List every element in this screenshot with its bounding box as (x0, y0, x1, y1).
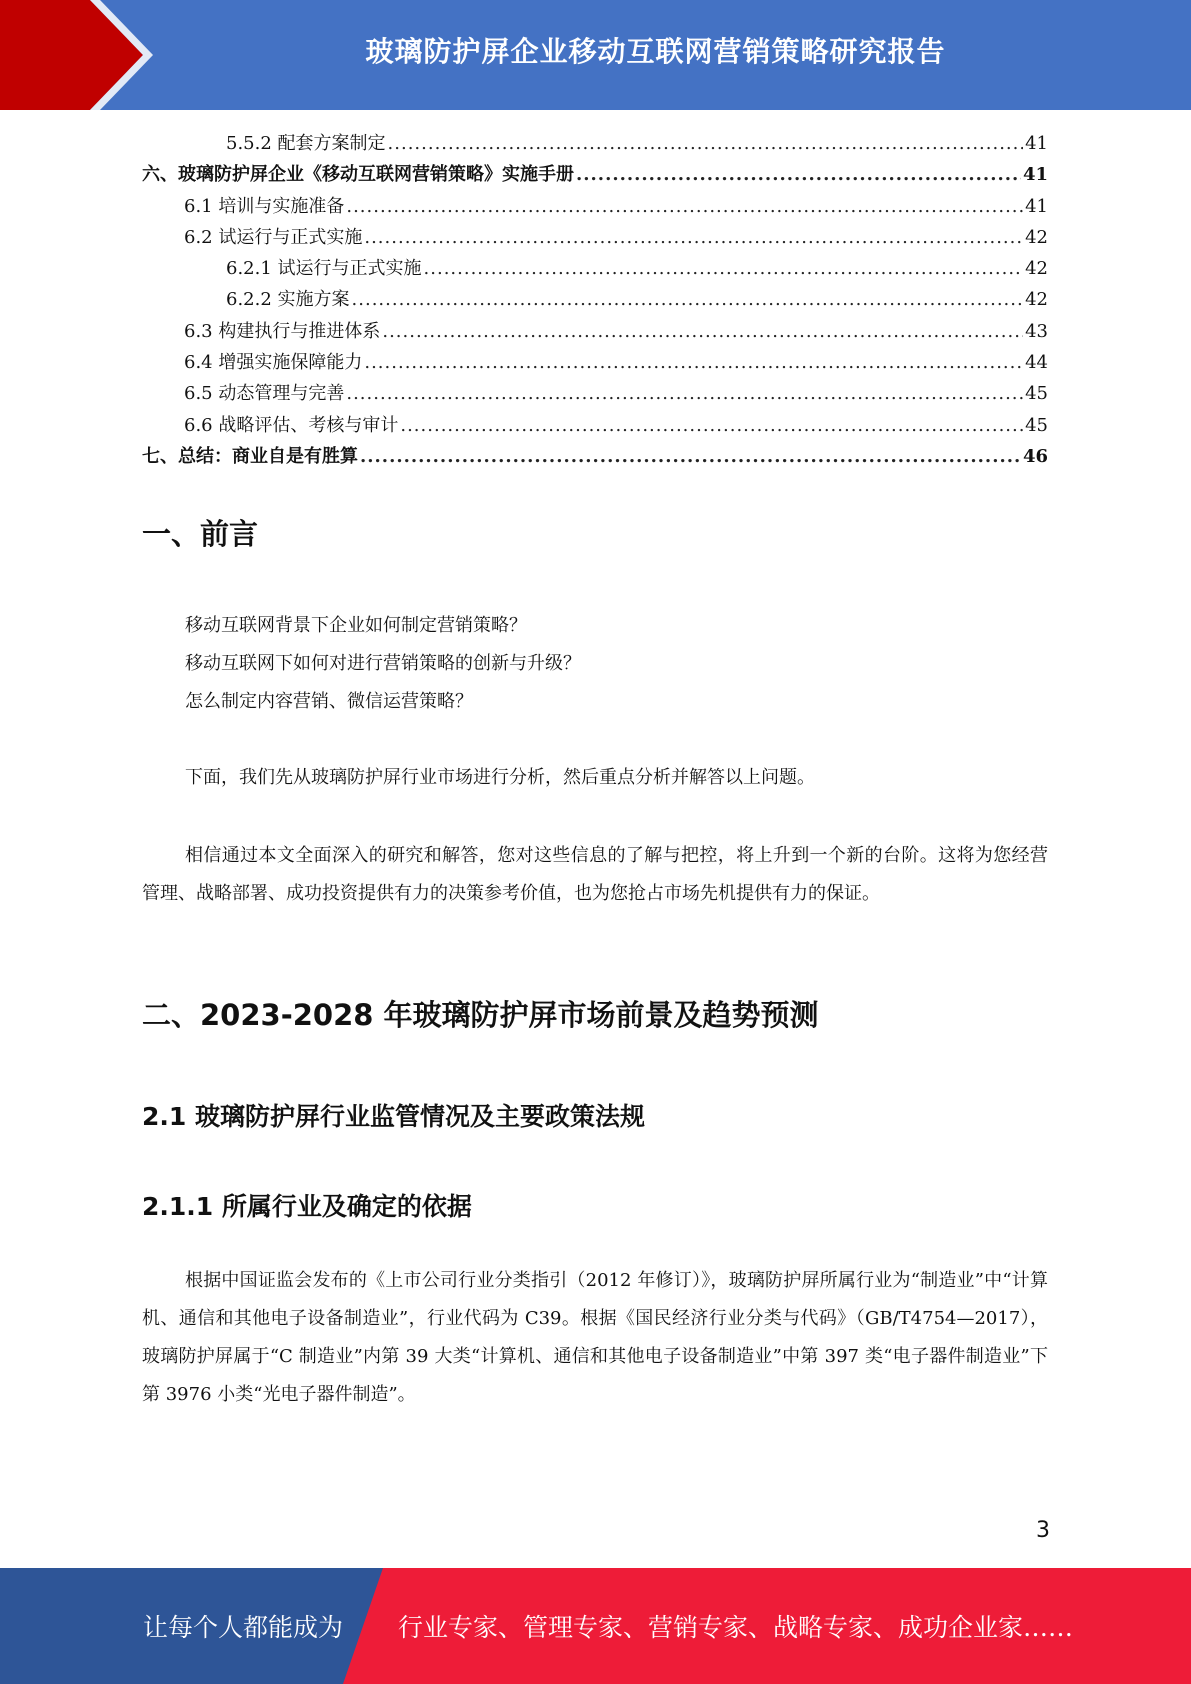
footer-slogan-right: 行业专家、管理专家、营销专家、战略专家、成功企业家…… (398, 1613, 1074, 1642)
toc-leader-dots (424, 253, 1024, 284)
subsection-heading-industry-basis: 2.1.1 所属行业及确定的依据 (142, 1192, 472, 1221)
toc-entry-label: 6.5 动态管理与完善 (184, 383, 345, 405)
toc-entry-page: 44 (1025, 352, 1048, 374)
toc-entry[interactable] (142, 284, 1048, 315)
toc-entry-label: 5.5.2 配套方案制定 (226, 133, 386, 154)
toc-leader-dots (576, 159, 1021, 190)
toc-leader-dots (360, 441, 1021, 472)
toc-entry-page: 41 (1022, 164, 1048, 186)
toc-entry-page: 41 (1025, 133, 1048, 154)
page-number: 3 (1036, 1518, 1050, 1543)
toc-entry-label: 6.4 增强实施保障能力 (184, 352, 363, 374)
toc-leader-dots (346, 191, 1023, 222)
toc-entry[interactable] (142, 128, 1048, 159)
toc-entry-page: 45 (1025, 383, 1048, 405)
toc-entry-label: 6.2.2 实施方案 (226, 289, 350, 311)
toc-entry-page: 42 (1025, 289, 1048, 311)
toc-entry[interactable] (142, 222, 1048, 253)
toc-entry[interactable] (142, 191, 1048, 222)
toc-entry-label: 6.2 试运行与正式实施 (184, 226, 363, 248)
toc-entry[interactable] (142, 410, 1048, 441)
toc-entry-page: 42 (1025, 258, 1048, 280)
header-title: 玻璃防护屏企业移动互联网营销策略研究报告 (365, 35, 946, 68)
toc-entry[interactable] (142, 378, 1048, 409)
toc-leader-dots (400, 410, 1023, 441)
toc-entry-label: 七、总结：商业自是有胜算 (142, 445, 358, 467)
toc-entry[interactable] (142, 347, 1048, 378)
toc-entry-page: 46 (1022, 445, 1048, 467)
preface-paragraph-2: 相信通过本文全面深入的研究和解答，您对这些信息的了解与把控，将上升到一个新的台阶。这将为您经营管理、战略部署、成功投资提供有力的决策参考价值，也为您抢占市场先机提供有力的保证。 (142, 845, 1048, 904)
preface-question-1: 移动互联网背景下企业如何制定营销策略？ (185, 615, 527, 636)
toc-entry-page: 45 (1025, 414, 1048, 436)
page-footer (0, 1568, 1191, 1684)
toc-entry[interactable] (142, 253, 1048, 284)
preface-question-2: 移动互联网下如何对进行营销策略的创新与升级？ (185, 653, 581, 674)
section-heading-market-outlook: 二、2023-2028 年玻璃防护屏市场前景及趋势预测 (142, 998, 819, 1032)
section-heading-preface: 一、前言 (142, 517, 259, 551)
toc-entry-page: 43 (1025, 320, 1048, 342)
toc-leader-dots (382, 316, 1023, 347)
toc-entry-page: 42 (1025, 226, 1048, 248)
toc-leader-dots (364, 347, 1023, 378)
toc-leader-dots (352, 284, 1024, 315)
footer-slogan-left: 让每个人都能成为 (143, 1613, 344, 1642)
toc-entry-label: 六、玻璃防护屏企业《移动互联网营销策略》实施手册 (142, 164, 574, 186)
page-header (0, 0, 1191, 110)
toc-entry-label: 6.1 培训与实施准备 (184, 195, 345, 217)
toc-leader-dots (346, 378, 1023, 409)
toc-entry-page: 41 (1025, 195, 1048, 217)
toc-leader-dots (364, 222, 1023, 253)
preface-paragraph-1: 下面，我们先从玻璃防护屏行业市场进行分析，然后重点分析并解答以上问题。 (185, 767, 815, 788)
toc-entry[interactable] (142, 316, 1048, 347)
toc-entry[interactable] (142, 159, 1048, 190)
toc-leader-dots (388, 128, 1024, 159)
toc-entry-label: 6.3 构建执行与推进体系 (184, 320, 381, 342)
industry-basis-paragraph: 根据中国证监会发布的《上市公司行业分类指引（2012 年修订）》，玻璃防护屏所属行业为“制造业”中“计算机、通信和其他电子设备制造业”，行业代码为 C39。根据《国民经济行业分类与代码》（GB/T4754—2017），玻璃防护屏属于“C 制造业”内第 39 大类“计算机、通信和其他电子设备制造业”中第 397 类“电子器件制造业”下第 3976 小类“光电子器件制造”。 (142, 1270, 1048, 1405)
table-of-contents (142, 128, 1048, 472)
subsection-heading-regulation: 2.1 玻璃防护屏行业监管情况及主要政策法规 (142, 1102, 645, 1131)
preface-question-3: 怎么制定内容营销、微信运营策略？ (185, 691, 473, 712)
toc-entry-label: 6.2.1 试运行与正式实施 (226, 258, 422, 280)
toc-entry[interactable] (142, 441, 1048, 472)
toc-entry-label: 6.6 战略评估、考核与审计 (184, 414, 399, 436)
